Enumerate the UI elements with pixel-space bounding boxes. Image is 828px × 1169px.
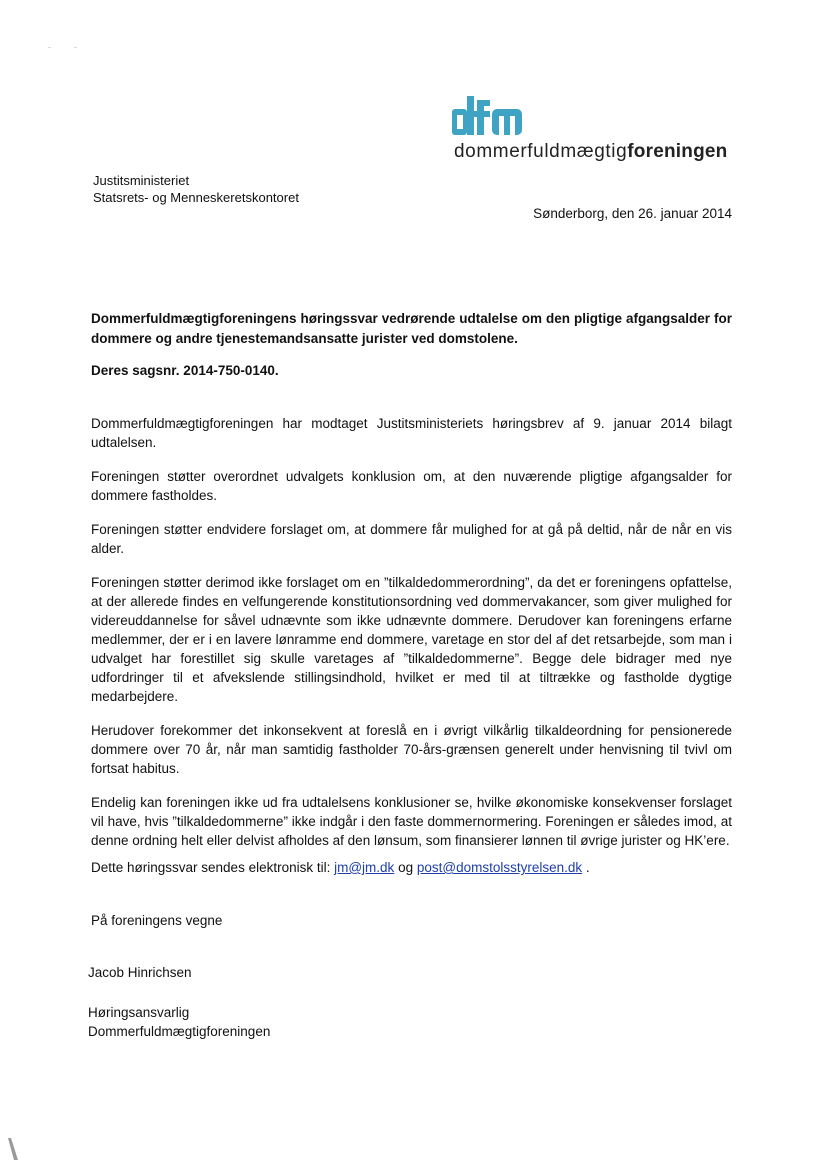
body-paragraph: Endelig kan foreningen ikke ud fra udtalelsens konklusioner se, hvilke økonomiske konsekvenser forslaget vil have, hvis ”tilkaldedommerne” ikke indgår i den faste dommernormering. Foreningen er således imod, at denne ordning helt eller delvist afholdes af den lønsum, som finansierer lønnen til øvrige jurister og HK’ere. — [91, 795, 732, 848]
logo-word-light: dommerfuldmægtig — [454, 141, 628, 162]
scan-corner-mark — [8, 1138, 18, 1160]
body-paragraph: Herudover forekommer det inkonsekvent at foreslå en i øvrigt vilkårlig tilkaldeordning for pensionerede dommere over 70 år, når man samtidig fastholder 70-års-grænsen generelt under henvisning til tvivl om fortsat habitus. — [91, 723, 732, 776]
email-line — [91, 860, 590, 875]
case-reference: Deres sagsnr. 2014-750-0140. — [91, 363, 279, 378]
email-line-middle: og — [394, 860, 417, 875]
email-link-domstolsstyrelsen[interactable]: post@domstolsstyrelsen.dk — [416, 860, 583, 875]
recipient-line-2: Statsrets- og Menneskeretskontoret — [93, 190, 299, 205]
recipient-line-1: Justitsministeriet — [93, 173, 190, 188]
email-link-jm[interactable]: jm@jm.dk — [334, 860, 395, 875]
body-paragraph: Foreningen støtter overordnet udvalgets konklusion om, at den nuværende pligtige afgangsalder for dommere fastholdes. — [91, 469, 732, 503]
body-paragraph: Dommerfuldmægtigforeningen har modtaget Justitsministeriets høringsbrev af 9. januar 2014 bilagt udtalelsen. — [91, 416, 732, 450]
recipient-address — [93, 172, 299, 206]
body-paragraph: Foreningen støtter endvidere forslaget om, at dommere får mulighed for at gå på deltid, når de når en vis alder. — [91, 522, 732, 556]
scan-speck — [48, 47, 78, 49]
signature-name: Jacob Hinrichsen — [88, 965, 192, 980]
logo-wordmark — [454, 141, 727, 163]
letter-subject: Dommerfuldmægtigforeningens høringssvar vedrørende udtalelse om den pligtige afgangsalder for dommere og andre tjenestemandsansatte jurister ved domstolene. — [91, 311, 732, 346]
letter-body — [91, 414, 732, 865]
letter-date: Sønderborg, den 26. januar 2014 — [533, 206, 732, 221]
signature-block — [88, 1003, 270, 1041]
signature-organization: Dommerfuldmægtigforeningen — [88, 1024, 271, 1039]
logo-word-bold: foreningen — [627, 141, 728, 162]
body-paragraph: Foreningen støtter derimod ikke forslaget om en ”tilkaldedommerordning”, da det er foreningens opfattelse, at der allerede findes en velfungerende konstitutionsordning ved dommervakancer, som giver mulighed for videreuddannelse for såvel udnævnte som ikke udnævnte dommere. Derudover kan foreningens erfarne medlemmer, der er i en lavere lønramme end dommere, varetage en stor del af det retsarbejde, som man i udvalget har forestillet sig skulle varetages af ”tilkaldedommerne”. Begge dele bidrager med nye udfordringer til et afvekslende stillingsindhold, hvilket er med til at tiltrække og fastholde dygtige medarbejdere. — [91, 575, 732, 704]
email-line-prefix: Dette høringssvar sendes elektronisk til: — [91, 860, 335, 875]
signature-on-behalf: På foreningens vegne — [91, 913, 223, 928]
signature-role: Høringsansvarlig — [88, 1005, 190, 1020]
dfm-logo-mark — [452, 96, 524, 138]
email-line-suffix: . — [582, 860, 590, 875]
